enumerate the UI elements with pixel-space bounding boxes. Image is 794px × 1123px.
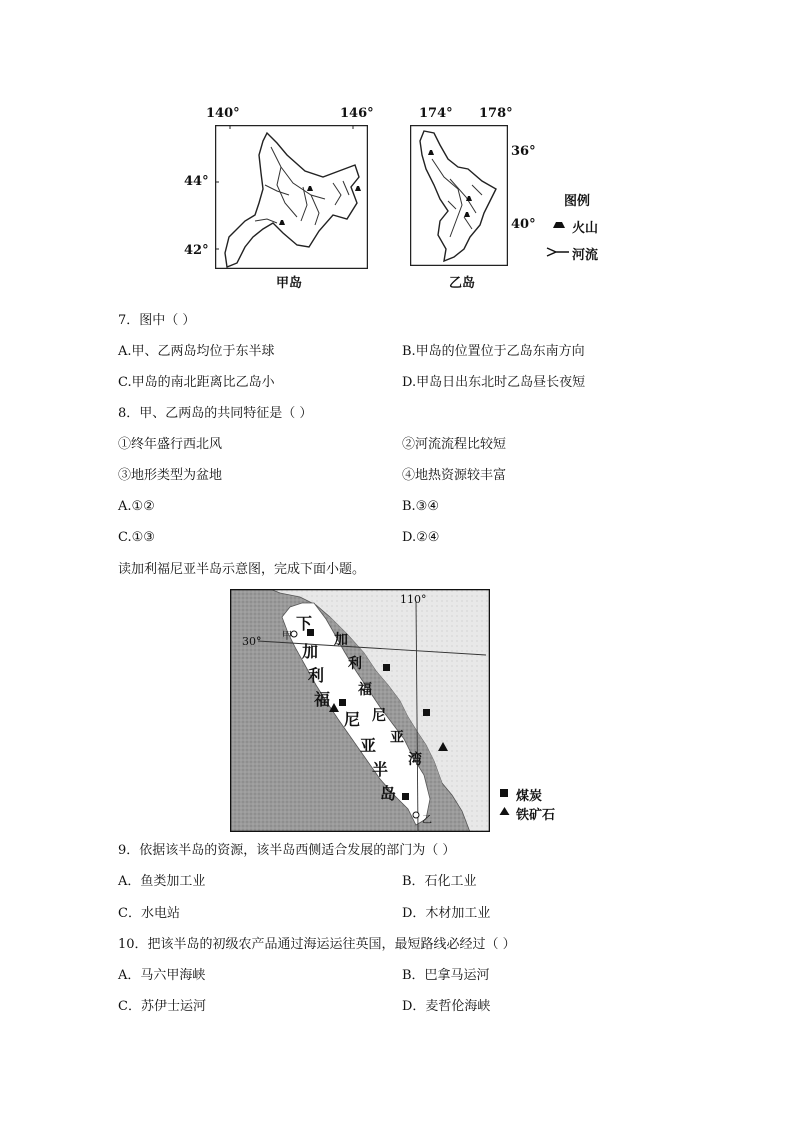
peninsula-name-char: 下 (296, 614, 313, 633)
map1-legend (542, 190, 622, 270)
peninsula-name-char: 亚 (360, 736, 377, 755)
iron-ore-icon (499, 806, 510, 816)
q9-option-d[interactable]: D．木材加工业 (402, 906, 491, 921)
lat-30-label: 30° (242, 635, 262, 648)
peninsula-name-char: 加 (302, 642, 319, 661)
river-icon (546, 246, 570, 258)
coal-icon (339, 699, 346, 706)
gulf-name-char: 亚 (390, 730, 404, 746)
q8-option-a[interactable]: A.①② (118, 499, 155, 514)
jia-lat-label-44: 44° (184, 174, 209, 189)
yi-island-map (405, 100, 555, 300)
legend-title: 图例 (564, 194, 591, 209)
legend-coal-label: 煤炭 (516, 789, 543, 804)
peninsula-name-char: 利 (308, 666, 325, 685)
q10-option-a[interactable]: A．马六甲海峡 (118, 968, 206, 983)
yi-caption: 乙岛 (449, 276, 476, 291)
peninsula-name-char: 半 (372, 760, 389, 779)
q8-item-4: ④地热资源较丰富 (402, 468, 507, 483)
q10-stem: 10．把该半岛的初级农产品通过海运运往英国，最短路线必经过（ ） (118, 937, 516, 952)
q7-option-a[interactable]: A.甲、乙两岛均位于东半球 (118, 344, 275, 359)
q8-item-3: ③地形类型为盆地 (118, 468, 223, 483)
q10-option-d[interactable]: D．麦哲伦海峡 (402, 999, 491, 1014)
q10-option-b[interactable]: B．巴拿马运河 (402, 968, 490, 983)
q8-item-1: ①终年盛行西北风 (118, 437, 223, 452)
peninsula-name-char: 岛 (380, 784, 397, 803)
point-yi-marker (413, 812, 419, 818)
yi-lat-label-36: 36° (511, 144, 536, 159)
jia-island-map (184, 100, 390, 300)
peninsula-name-char: 尼 (344, 710, 361, 729)
jia-lon-label-146: 146° (340, 106, 374, 121)
legend-volcano-label: 火山 (572, 221, 599, 236)
gulf-name-char: 湾 (408, 752, 422, 768)
yi-lon-label-178: 178° (479, 106, 513, 121)
q9-option-a[interactable]: A．鱼类加工业 (118, 874, 206, 889)
jia-map-frame (215, 125, 368, 269)
legend-river-label: 河流 (572, 248, 599, 263)
q8-option-d[interactable]: D.②④ (402, 530, 440, 545)
yi-map-frame (410, 125, 508, 266)
peninsula-name-char: 福 (314, 690, 331, 709)
lon-110-label: 110° (400, 593, 427, 606)
coal-icon (402, 793, 409, 800)
gulf-name-char: 尼 (372, 708, 386, 724)
q10-option-c[interactable]: C．苏伊士运河 (118, 999, 206, 1014)
reading-intro: 读加利福尼亚半岛示意图，完成下面小题。 (118, 562, 366, 577)
q9-stem: 9．依据该半岛的资源，该半岛西侧适合发展的部门为（ ） (118, 843, 456, 858)
volcano-icon (552, 220, 566, 230)
q9-option-c[interactable]: C．水电站 (118, 906, 180, 921)
q8-option-b[interactable]: B.③④ (402, 499, 439, 514)
q7-option-c[interactable]: C.甲岛的南北距离比乙岛小 (118, 375, 275, 390)
q8-stem: 8．甲、乙两岛的共同特征是（ ） (118, 406, 313, 421)
yi-lon-label-174: 174° (419, 106, 453, 121)
jia-caption: 甲岛 (276, 276, 303, 291)
q9-option-b[interactable]: B．石化工业 (402, 874, 477, 889)
legend-iron-label: 铁矿石 (516, 808, 556, 823)
coal-icon (383, 664, 390, 671)
jia-lat-label-42: 42° (184, 243, 209, 258)
gulf-name-char: 加 (334, 632, 348, 648)
q8-option-c[interactable]: C.①③ (118, 530, 155, 545)
q7-stem: 7．图中（ ） (118, 313, 196, 328)
california-map (230, 589, 490, 832)
yi-lat-label-40: 40° (511, 217, 536, 232)
gulf-name-char: 福 (358, 682, 372, 698)
q8-item-2: ②河流流程比较短 (402, 437, 507, 452)
point-jia-label: 甲 (282, 631, 292, 642)
map2-legend (498, 783, 588, 823)
coal-icon (423, 709, 430, 716)
q7-option-d[interactable]: D.甲岛日出东北时乙岛昼长夜短 (402, 375, 586, 390)
coal-icon (500, 789, 508, 797)
q7-option-b[interactable]: B.甲岛的位置位于乙岛东南方向 (402, 344, 585, 359)
jia-lon-label-140: 140° (206, 106, 240, 121)
point-yi-label: 乙 (422, 815, 432, 826)
gulf-name-char: 利 (348, 656, 362, 672)
